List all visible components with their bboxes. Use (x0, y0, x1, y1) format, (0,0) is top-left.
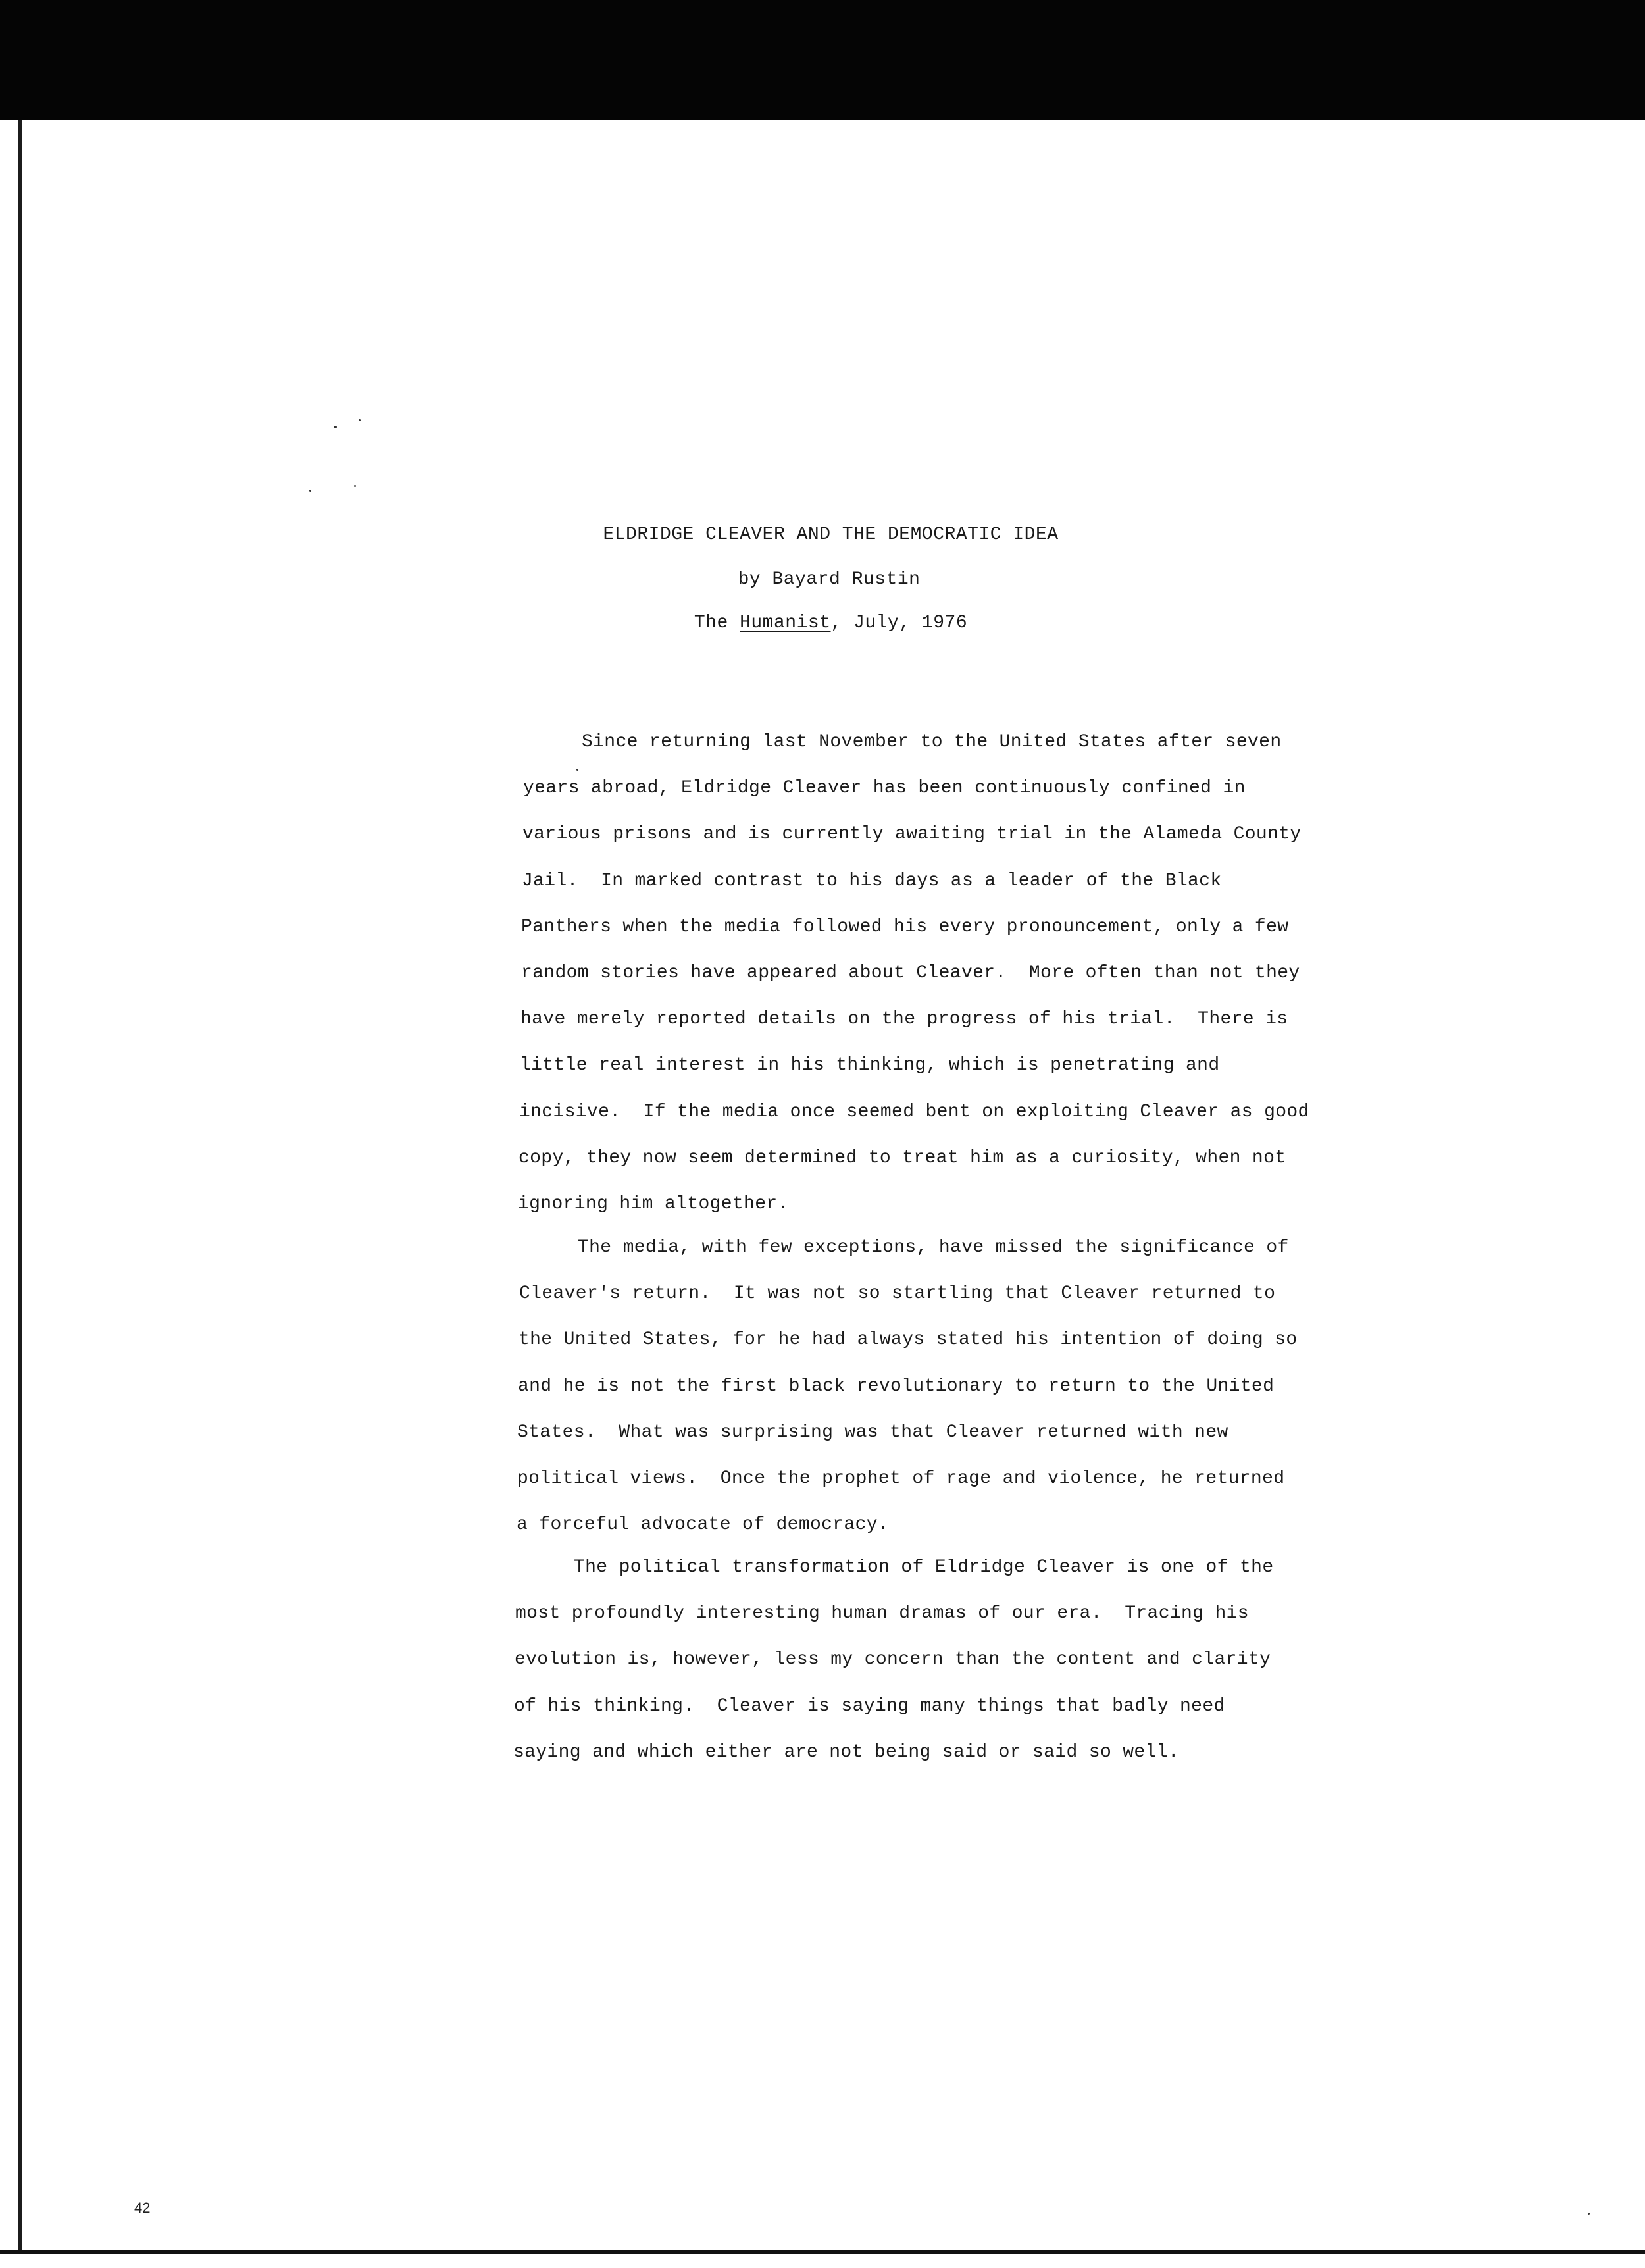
paragraph-2-line: States. What was surprising was that Cleaver returned with new (517, 1422, 1228, 1443)
paragraph-3-line: of his thinking. Cleaver is saying many things that badly need (514, 1696, 1225, 1716)
paragraph-1-line: years abroad, Eldridge Cleaver has been continuously confined in (523, 778, 1246, 798)
scan-speck (576, 769, 578, 771)
source-prefix: The (694, 613, 740, 633)
paragraph-1-line: random stories have appeared about Cleaver. More often than not they (521, 963, 1300, 983)
article-heading (0, 523, 1645, 635)
publication-name: Humanist (740, 613, 831, 633)
scan-top-border (0, 0, 1645, 120)
paragraph-2-line: and he is not the first black revolutionary to return to the United (518, 1376, 1275, 1397)
paragraph-1-line: have merely reported details on the progress of his trial. There is (520, 1009, 1288, 1029)
article-source (0, 611, 1645, 635)
paragraph-3-line: evolution is, however, less my concern than the content and clarity (515, 1649, 1271, 1670)
paragraph-1-line: little real interest in his thinking, which is penetrating and (520, 1055, 1220, 1075)
paragraph-1-line: various prisons and is currently awaiting trial in the Alameda County (522, 824, 1302, 844)
scan-speck (359, 419, 361, 421)
page-number: 42 (134, 2200, 151, 2216)
article-title: ELDRIDGE CLEAVER AND THE DEMOCRATIC IDEA (603, 525, 1059, 545)
scan-speck (354, 485, 356, 487)
paragraph-2-line: the United States, for he had always stated his intention of doing so (519, 1329, 1298, 1350)
scan-speck (1588, 2213, 1590, 2215)
paragraph-3-line: most profoundly interesting human dramas of our era. Tracing his (515, 1603, 1249, 1624)
scan-bottom-border (0, 2250, 1645, 2254)
scan-speck (309, 490, 311, 492)
paragraph-1-line: Since returning last November to the United States after seven (582, 732, 1282, 752)
paragraph-3-line: The political transformation of Eldridge Cleaver is one of the (574, 1557, 1274, 1578)
paragraph-1-line: ignoring him altogether. (518, 1194, 789, 1214)
paragraph-3-line: saying and which either are not being said or said so well. (513, 1742, 1180, 1763)
paragraph-1-line: Panthers when the media followed his every pronouncement, only a few (521, 917, 1289, 937)
paragraph-1-line: incisive. If the media once seemed bent on exploiting Cleaver as good (519, 1102, 1309, 1122)
scan-speck (334, 426, 337, 428)
paragraph-2-line: The media, with few exceptions, have missed the significance of (578, 1237, 1289, 1258)
source-suffix: , July, 1976 (830, 613, 968, 633)
paragraph-1-line: Jail. In marked contrast to his days as a leader of the Black (522, 871, 1222, 891)
paragraph-2-line: political views. Once the prophet of rage and violence, he returned (517, 1468, 1285, 1489)
scan-left-border (18, 120, 22, 2252)
paragraph-1-line: copy, they now seem determined to treat him as a curiosity, when not (519, 1148, 1286, 1168)
paragraph-2-line: Cleaver's return. It was not so startling that Cleaver returned to (519, 1283, 1276, 1304)
paragraph-2-line: a forceful advocate of democracy. (517, 1514, 890, 1535)
article-byline: by Bayard Rustin (738, 569, 921, 590)
